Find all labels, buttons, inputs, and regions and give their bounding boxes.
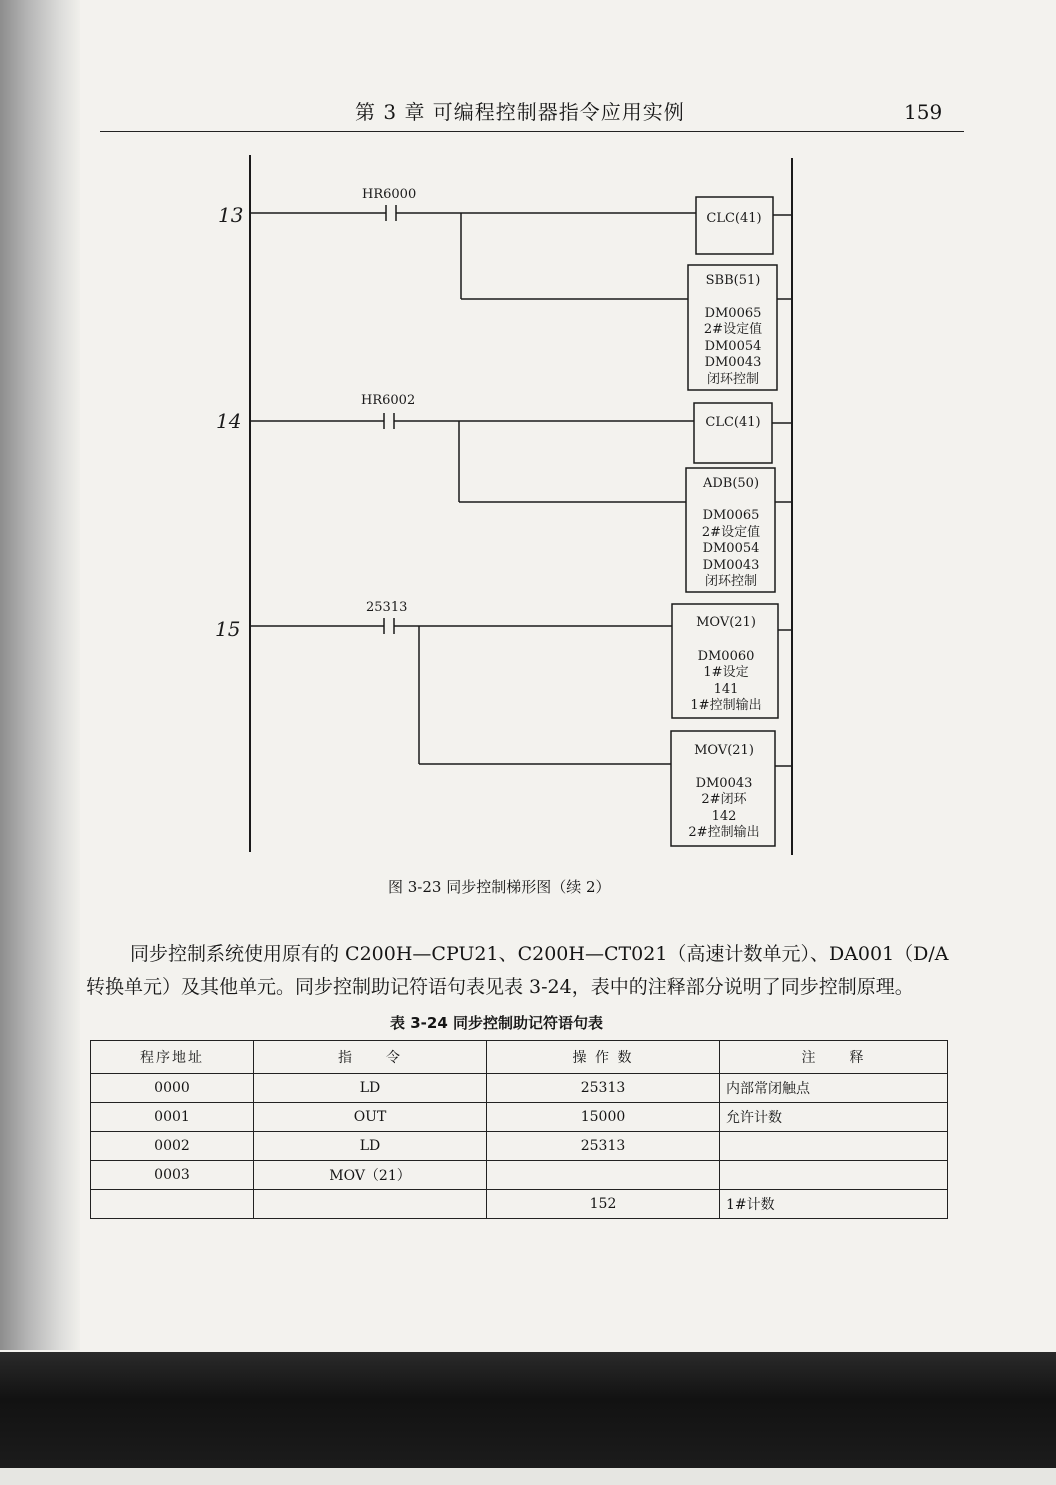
instruction-title: MOV(21) — [694, 743, 754, 758]
cell-address: 0000 — [91, 1074, 254, 1103]
body-paragraph: 同步控制系统使用原有的 C200H—CPU21、C200H—CT021（高速计数单元）、DA001（D/A 转换单元）及其他单元。同步控制助记符语句表见表 3-24，表中的注释部分说明了同步控制原理。 — [86, 943, 949, 998]
operand-line: 2#设定值 — [703, 322, 763, 337]
column-header: 注 释 — [720, 1041, 948, 1074]
cell-instruction: LD — [254, 1132, 487, 1161]
rung-13 — [218, 187, 792, 390]
cell-comment: 1#计数 — [720, 1190, 948, 1219]
operand-line: 142 — [711, 809, 737, 824]
operand-line: DM0043 — [695, 776, 753, 791]
cell-operand: 152 — [487, 1190, 720, 1219]
column-header: 程序地址 — [91, 1041, 254, 1074]
no-contact-symbol — [384, 618, 394, 634]
operand-line: DM0065 — [702, 508, 760, 523]
operand-line: 2#控制输出 — [688, 825, 760, 840]
column-header: 操 作 数 — [487, 1041, 720, 1074]
instruction-title: ADB(50) — [702, 476, 760, 491]
operand-line: DM0054 — [704, 339, 762, 354]
operand-line: 1#设定 — [703, 665, 749, 680]
no-contact-symbol — [386, 205, 396, 221]
instruction-title: CLC(41) — [706, 211, 762, 226]
instruction-title: SBB(51) — [705, 273, 761, 288]
page-number: 159 — [904, 100, 943, 124]
cell-comment — [720, 1161, 948, 1190]
cell-operand: 25313 — [487, 1132, 720, 1161]
table-row — [91, 1132, 948, 1161]
contact-label: HR6002 — [361, 393, 416, 408]
table-row — [91, 1074, 948, 1103]
operand-line: DM0060 — [697, 649, 755, 664]
instruction-title: CLC(41) — [705, 415, 761, 430]
cell-address: 0002 — [91, 1132, 254, 1161]
operand-line: DM0054 — [702, 541, 760, 556]
cell-instruction — [254, 1190, 487, 1219]
operand-line: 闭环控制 — [704, 574, 758, 589]
rung-step-number: 13 — [218, 203, 244, 227]
contact-label: HR6000 — [362, 187, 417, 202]
cell-instruction: LD — [254, 1074, 487, 1103]
operand-line: DM0043 — [704, 355, 762, 370]
cell-comment — [720, 1132, 948, 1161]
rung-14 — [216, 393, 792, 592]
operand-line: 闭环控制 — [706, 372, 760, 387]
table-header-row — [91, 1041, 948, 1074]
operand-line: 141 — [713, 682, 739, 697]
scan-bottom-edge — [0, 1468, 1056, 1485]
instruction-block — [694, 403, 772, 463]
operand-line: DM0065 — [704, 306, 762, 321]
operand-line: 1#控制输出 — [690, 698, 762, 713]
no-contact-symbol — [384, 413, 394, 429]
scan-bottom-shadow — [0, 1352, 1056, 1470]
table-title: 表 3-24 同步控制助记符语句表 — [390, 1014, 603, 1032]
instruction-title: MOV(21) — [696, 615, 756, 630]
cell-address — [91, 1190, 254, 1219]
operand-line: DM0043 — [702, 558, 760, 573]
cell-comment: 允许计数 — [720, 1103, 948, 1132]
cell-comment: 内部常闭触点 — [720, 1074, 948, 1103]
rung-step-number: 15 — [215, 617, 241, 641]
rung-step-number: 14 — [216, 409, 242, 433]
operand-line: 2#设定值 — [701, 525, 761, 540]
contact-label: 25313 — [366, 600, 408, 615]
column-header: 指 令 — [254, 1041, 487, 1074]
cell-address: 0003 — [91, 1161, 254, 1190]
chapter-title: 第 3 章 可编程控制器指令应用实例 — [355, 100, 685, 124]
table-row — [91, 1103, 948, 1132]
mnemonic-table — [90, 1040, 948, 1219]
cell-instruction: MOV（21） — [254, 1161, 487, 1190]
cell-operand: 25313 — [487, 1074, 720, 1103]
cell-address: 0001 — [91, 1103, 254, 1132]
rung-15 — [215, 600, 792, 846]
cell-operand — [487, 1161, 720, 1190]
operand-line: 2#闭环 — [701, 792, 747, 807]
cell-instruction: OUT — [254, 1103, 487, 1132]
table-row — [91, 1161, 948, 1190]
table-row — [91, 1190, 948, 1219]
cell-operand: 15000 — [487, 1103, 720, 1132]
figure-caption: 图 3-23 同步控制梯形图（续 2） — [388, 878, 611, 896]
